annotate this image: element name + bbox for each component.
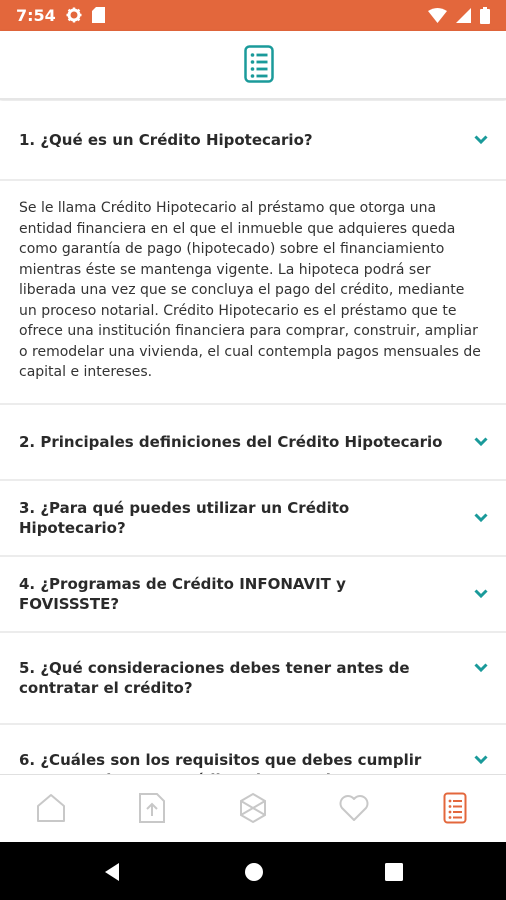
faq-item-4 bbox=[0, 557, 506, 633]
faq-item-3 bbox=[0, 481, 506, 557]
faq-question-5[interactable] bbox=[0, 633, 506, 723]
chevron-down-icon[interactable] bbox=[474, 135, 488, 145]
app-header bbox=[0, 31, 506, 100]
status-time: 7:54 bbox=[16, 6, 56, 25]
home-icon bbox=[35, 793, 67, 823]
gear-icon bbox=[66, 7, 82, 23]
wifi-icon bbox=[428, 8, 447, 23]
faq-question-label: 4. ¿Programas de Crédito INFONAVIT y FOVISSSTE? bbox=[19, 574, 346, 613]
upload-icon bbox=[138, 792, 166, 824]
nav-home[interactable] bbox=[34, 791, 68, 825]
faq-question-label: 6. ¿Cuáles son los requisitos que debes cumplir bbox=[19, 750, 422, 769]
home-circle-icon[interactable] bbox=[243, 861, 265, 883]
battery-icon bbox=[480, 7, 490, 24]
faq-question-label: 5. ¿Qué consideraciones debes tener antes de contratar el crédito? bbox=[19, 658, 410, 697]
faq-item-1 bbox=[0, 101, 506, 405]
list-document-icon bbox=[443, 792, 467, 824]
chevron-down-icon[interactable] bbox=[474, 663, 488, 673]
faq-item-2 bbox=[0, 405, 506, 481]
system-nav-bar bbox=[0, 842, 506, 900]
status-bar bbox=[0, 0, 506, 31]
faq-item-5 bbox=[0, 633, 506, 725]
nav-faq[interactable] bbox=[438, 791, 472, 825]
faq-list bbox=[0, 101, 506, 774]
nav-upload[interactable] bbox=[135, 791, 169, 825]
faq-answer-1: Se le llama Crédito Hipotecario al préstamo que otorga una entidad financiera en el que el inmueble que adquieres queda como garantía de pago (hipotecado) sobre el financiamiento mientras éste se mantenga vigente. La hipoteca podrá ser liberada una vez que se concluya el pago del crédito, mediante un proceso notarial. Crédito Hipotecario es el préstamo que te ofrece una institución financiera para comprar, construir, ampliar o remodelar una vivienda, el cual contempla pagos mensuales de capital e intereses. bbox=[0, 179, 506, 403]
sd-card-icon bbox=[92, 7, 105, 23]
bottom-nav bbox=[0, 774, 506, 842]
faq-question-1[interactable] bbox=[0, 101, 506, 179]
faq-question-4[interactable] bbox=[0, 557, 506, 631]
chevron-down-icon[interactable] bbox=[474, 755, 488, 765]
faq-question-label: 2. Principales definiciones del Crédito Hipotecario bbox=[19, 432, 443, 451]
signal-icon bbox=[456, 8, 471, 23]
back-icon[interactable] bbox=[101, 861, 123, 883]
faq-question-label: 3. ¿Para qué puedes utilizar un Crédito Hipotecario? bbox=[19, 498, 350, 537]
recents-icon[interactable] bbox=[383, 861, 405, 883]
layers-icon bbox=[238, 792, 268, 824]
heart-icon bbox=[338, 794, 370, 822]
faq-question-label: 1. ¿Qué es un Crédito Hipotecario? bbox=[19, 131, 313, 149]
chevron-down-icon[interactable] bbox=[474, 513, 488, 523]
nav-favorites[interactable] bbox=[337, 791, 371, 825]
chevron-down-icon[interactable] bbox=[474, 437, 488, 447]
chevron-down-icon[interactable] bbox=[474, 589, 488, 599]
nav-layers[interactable] bbox=[236, 791, 270, 825]
list-document-icon[interactable] bbox=[244, 45, 274, 83]
faq-question-3[interactable] bbox=[0, 481, 506, 555]
faq-question-2[interactable] bbox=[0, 405, 506, 479]
